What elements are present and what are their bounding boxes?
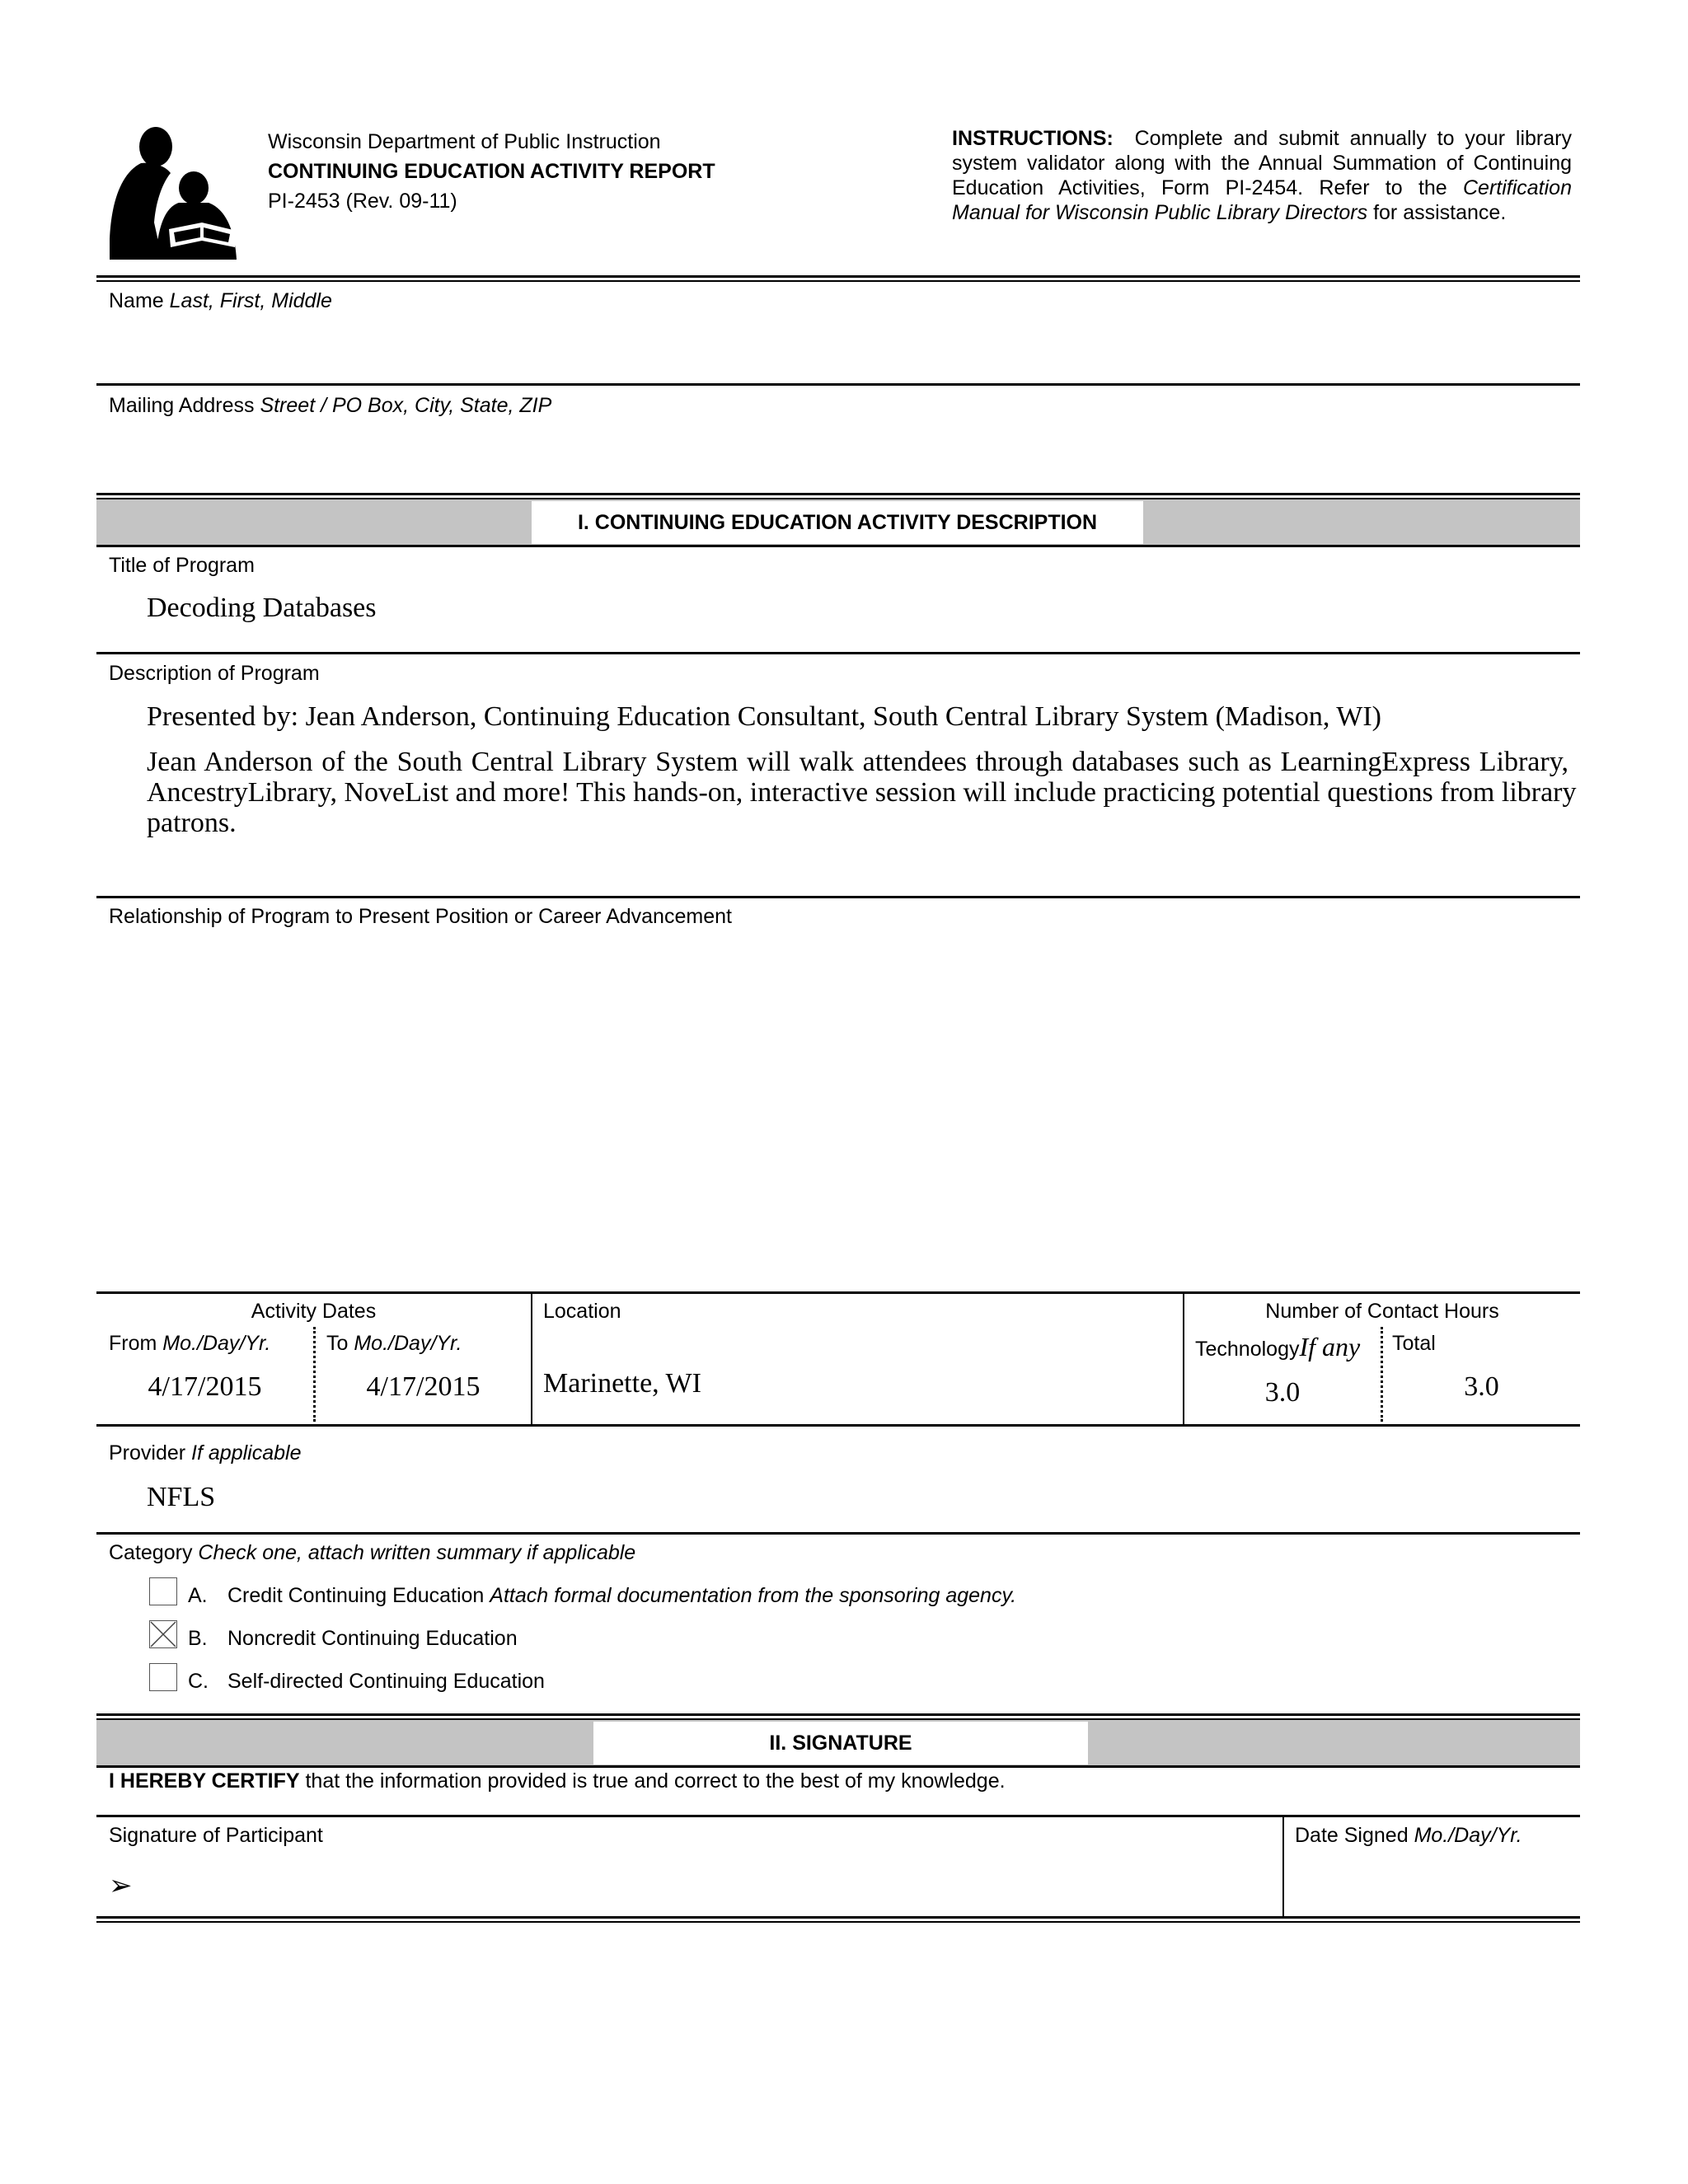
instructions-line2: system validator along with the Annual Summation of Continuing xyxy=(952,152,1572,175)
name-label-group xyxy=(109,288,332,313)
divider xyxy=(96,1713,1580,1720)
location-value[interactable]: Marinette, WI xyxy=(543,1368,701,1399)
contact-hours-label: Number of Contact Hours xyxy=(1265,1300,1499,1323)
divider xyxy=(96,1916,1580,1923)
divider xyxy=(96,275,1580,282)
address-field[interactable] xyxy=(147,427,1548,476)
divider xyxy=(96,1532,1580,1535)
instructions-label: INSTRUCTIONS: xyxy=(952,127,1114,150)
divider xyxy=(96,652,1580,654)
description-para1: Presented by: Jean Anderson, Continuing Education Consultant, South Central Library System (Madison, WI) xyxy=(147,701,1382,732)
divider xyxy=(96,1424,1580,1427)
signature-arrow-icon: ➢ xyxy=(109,1869,133,1902)
instructions-italic1: Certification xyxy=(1463,176,1572,199)
divider xyxy=(96,1765,1580,1768)
date-signed-hint: Mo./Day/Yr. xyxy=(1414,1824,1522,1847)
section2-heading: II. SIGNATURE xyxy=(593,1722,1088,1765)
category-label-group xyxy=(109,1540,635,1565)
date-signed-label-group xyxy=(1295,1823,1522,1848)
from-date-value[interactable]: 4/17/2015 xyxy=(148,1371,262,1402)
description-para2 xyxy=(147,747,1577,838)
to-label-group xyxy=(326,1331,462,1356)
title-value[interactable]: Decoding Databases xyxy=(147,593,377,623)
instructions-italic2: Manual for Wisconsin Public Library Directors xyxy=(952,201,1368,224)
option-c-letter: C. xyxy=(188,1670,209,1693)
title-label: Title of Program xyxy=(109,554,255,577)
checkbox-c[interactable] xyxy=(149,1663,177,1691)
technology-label-group xyxy=(1195,1334,1360,1361)
description-para2-line3: patrons. xyxy=(147,808,237,838)
category-label: Category xyxy=(109,1541,193,1564)
name-field[interactable] xyxy=(147,321,1548,371)
description-para2-line1: Jean Anderson of the South Central Library System will walk attendees through databases such as LearningExpress Library, xyxy=(147,747,1568,777)
divider xyxy=(96,896,1580,898)
to-label: To xyxy=(326,1332,349,1355)
date-signed-label: Date Signed xyxy=(1295,1824,1409,1847)
to-hint: Mo./Day/Yr. xyxy=(354,1332,462,1355)
to-date-value[interactable]: 4/17/2015 xyxy=(366,1371,481,1402)
option-a-text: Credit Continuing Education xyxy=(227,1584,485,1607)
checkmark-x-icon xyxy=(150,1621,176,1647)
name-hint: Last, First, Middle xyxy=(169,289,332,312)
provider-label-group xyxy=(109,1441,301,1465)
divider xyxy=(96,545,1580,547)
instructions-block xyxy=(952,126,1572,225)
option-b-text: Noncredit Continuing Education xyxy=(227,1627,518,1650)
instructions-line3: Education Activities, Form PI-2454. Refer to the xyxy=(952,176,1447,199)
agency-name: Wisconsin Department of Public Instruction xyxy=(268,130,661,153)
certify-bold: I HEREBY CERTIFY xyxy=(109,1769,300,1793)
instructions-line1: Complete and submit annually to your library xyxy=(1134,127,1572,150)
total-hours-value[interactable]: 3.0 xyxy=(1464,1371,1499,1402)
option-a-letter: A. xyxy=(188,1584,208,1607)
date-signed-field[interactable] xyxy=(1295,1854,1575,1912)
checkbox-b[interactable] xyxy=(149,1620,177,1648)
form-title: CONTINUING EDUCATION ACTIVITY REPORT xyxy=(268,160,715,183)
divider xyxy=(96,1815,1580,1817)
signature-field[interactable] xyxy=(148,1854,1269,1912)
name-label: Name xyxy=(109,289,164,312)
address-label: Mailing Address xyxy=(109,394,255,417)
activity-dates-label: Activity Dates xyxy=(251,1300,377,1323)
form-number: PI-2453 (Rev. 09-11) xyxy=(268,190,457,213)
option-c-text: Self-directed Continuing Education xyxy=(227,1670,545,1693)
agency-logo xyxy=(105,124,245,264)
instructions-tail: for assistance. xyxy=(1373,201,1507,224)
option-a-text-group xyxy=(227,1583,1016,1608)
location-label: Location xyxy=(543,1300,621,1323)
from-label: From xyxy=(109,1332,157,1355)
address-label-group xyxy=(109,393,551,418)
category-hint: Check one, attach written summary if applicable xyxy=(198,1541,636,1564)
from-label-group xyxy=(109,1331,270,1356)
from-hint: Mo./Day/Yr. xyxy=(162,1332,271,1355)
option-b-letter: B. xyxy=(188,1627,208,1650)
provider-value[interactable]: NFLS xyxy=(147,1482,216,1512)
address-hint: Street / PO Box, City, State, ZIP xyxy=(260,394,552,417)
technology-label: Technology xyxy=(1195,1338,1300,1361)
section1-heading: I. CONTINUING EDUCATION ACTIVITY DESCRIPTION xyxy=(532,501,1143,544)
divider xyxy=(96,493,1580,499)
provider-label: Provider xyxy=(109,1441,186,1465)
divider xyxy=(96,383,1580,386)
reading-figures-icon xyxy=(105,124,245,264)
provider-hint: If applicable xyxy=(191,1441,302,1465)
option-a-note: Attach formal documentation from the sponsoring agency. xyxy=(490,1584,1017,1607)
signature-label: Signature of Participant xyxy=(109,1824,323,1847)
checkbox-a[interactable] xyxy=(149,1577,177,1605)
certify-statement xyxy=(109,1769,1006,1793)
technology-hint: If any xyxy=(1299,1332,1361,1361)
total-label: Total xyxy=(1392,1332,1436,1355)
divider xyxy=(531,1291,532,1426)
relationship-label: Relationship of Program to Present Position or Career Advancement xyxy=(109,905,732,928)
description-label: Description of Program xyxy=(109,662,320,685)
divider xyxy=(96,1291,1580,1294)
description-para2-line2: AncestryLibrary, NoveList and more! This hands-on, interactive session will include practicing potential questions from library xyxy=(147,777,1577,808)
divider xyxy=(1282,1815,1284,1917)
certify-text: that the information provided is true and correct to the best of my knowledge. xyxy=(305,1769,1006,1793)
relationship-field[interactable] xyxy=(147,944,1548,1273)
technology-hours-value[interactable]: 3.0 xyxy=(1264,1377,1301,1408)
